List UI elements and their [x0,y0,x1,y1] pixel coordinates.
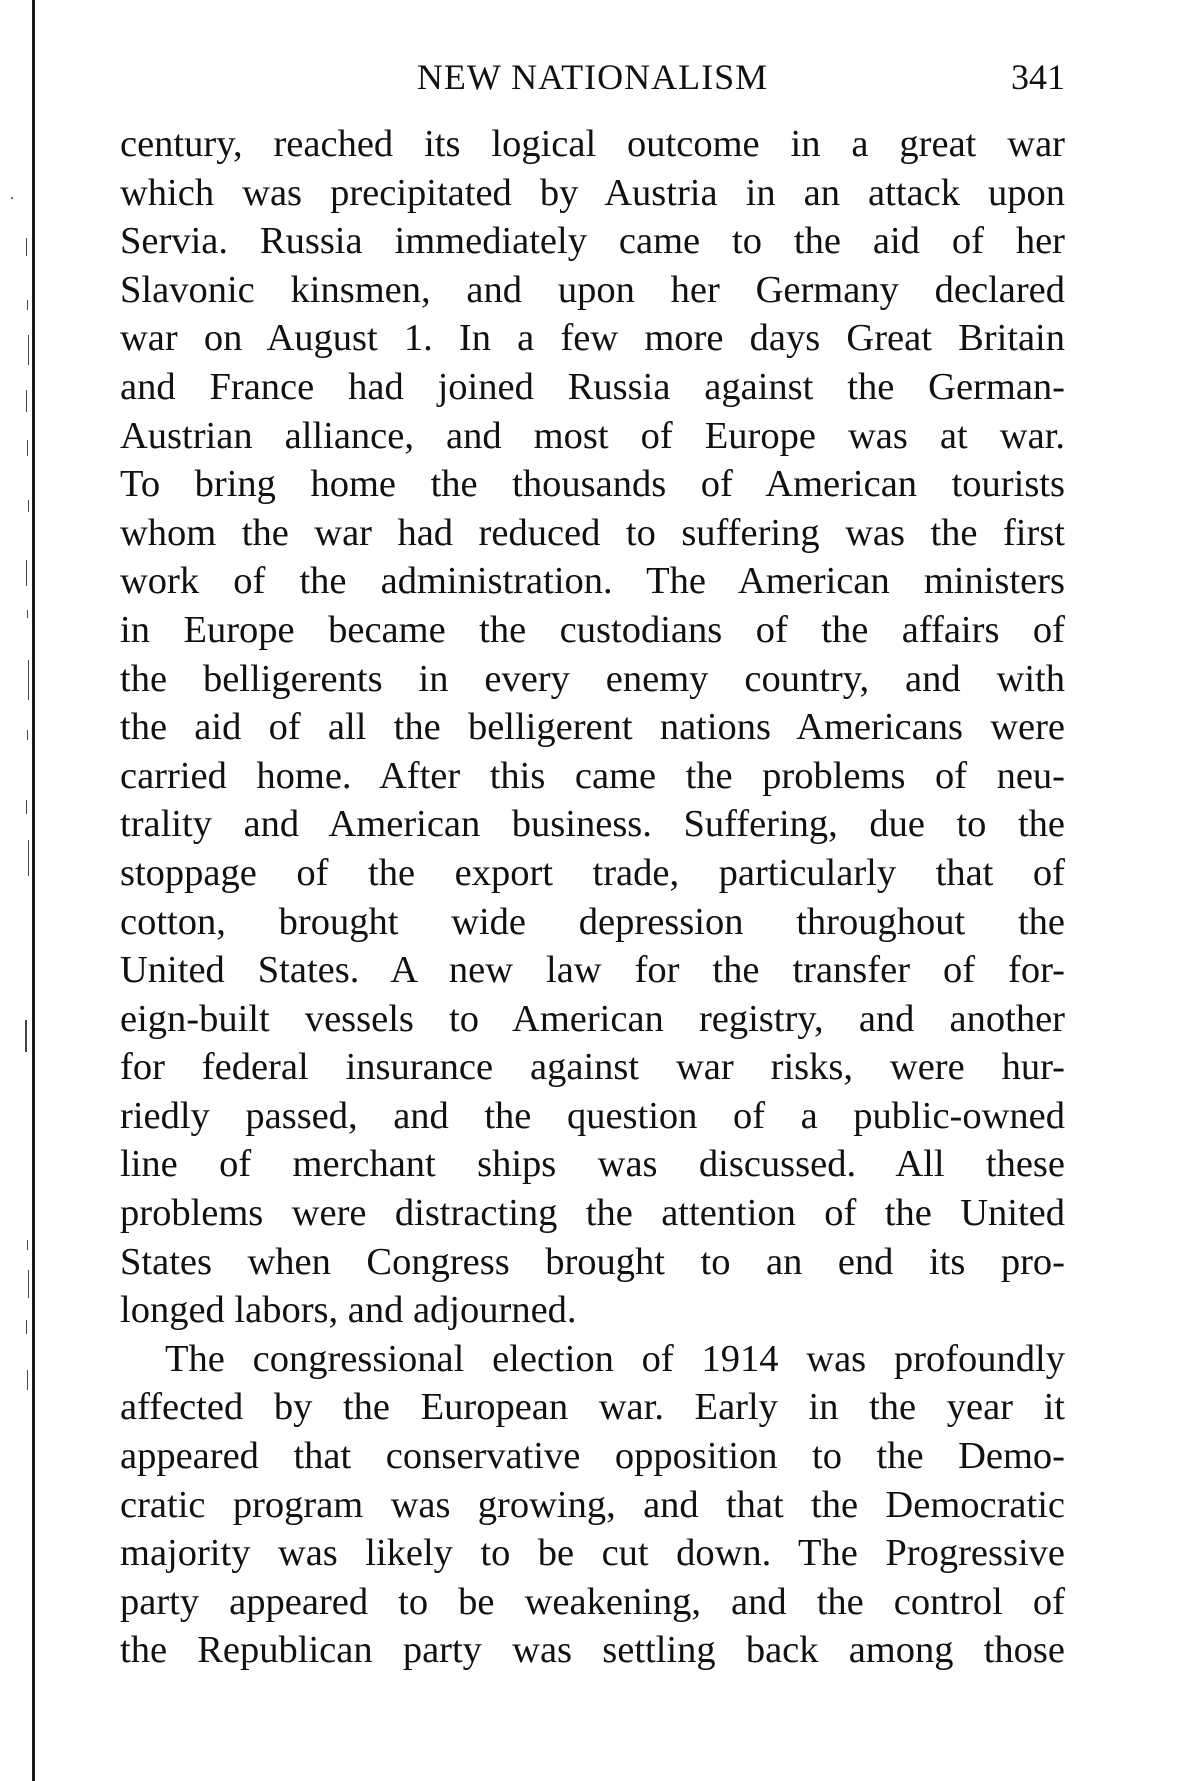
text-line: cotton, brought wide depression throughout the [120,900,1065,943]
text-line: the belligerents in every enemy country, and with [120,657,1065,700]
text-line: majority was likely to be cut down. The Progressive [120,1532,1065,1575]
text-line: for federal insurance against war risks, were hur- [120,1046,1065,1089]
scan-specks [4,0,34,1781]
text-line: problems were distracting the attention of the United [120,1192,1065,1235]
text-line: stoppage of the export trade, particularly that of [120,851,1065,894]
text-line: Servia. Russia immediately came to the aid of her [120,220,1065,263]
paragraph [120,120,1065,1335]
text-line: carried home. After this came the problems of neu- [120,754,1065,797]
text-line: whom the war had reduced to suffering was the first [120,511,1065,554]
text-line: longed labors, and adjourned. [120,1289,577,1332]
text-line: and France had joined Russia against the German- [120,365,1065,408]
text-line: work of the administration. The American ministers [120,560,1065,603]
text-line: line of merchant ships was discussed. All these [120,1143,1065,1186]
text-line: war on August 1. In a few more days Great Britain [120,317,1065,360]
text-line: which was precipitated by Austria in an attack upon [120,171,1065,214]
text-line: United States. A new law for the transfer of for- [120,949,1065,992]
page-header [120,52,1065,102]
text-line: in Europe became the custodians of the affairs of [120,608,1065,651]
text-line: party appeared to be weakening, and the control of [120,1580,1065,1623]
text-line: the aid of all the belligerent nations Americans were [120,706,1065,749]
text-line: eign-built vessels to American registry, and another [120,997,1065,1040]
text-line: riedly passed, and the question of a public-owned [120,1094,1065,1137]
text-line: affected by the European war. Early in the year it [120,1386,1065,1429]
text-line: To bring home the thousands of American tourists [120,463,1065,506]
text-line: the Republican party was settling back among those [120,1629,1065,1672]
paragraph [120,1335,1065,1675]
text-line: Slavonic kinsmen, and upon her Germany declared [120,268,1065,311]
text-line: cratic program was growing, and that the Democratic [120,1483,1065,1526]
text-line: trality and American business. Suffering, due to the [120,803,1065,846]
text-line: States when Congress brought to an end its pro- [120,1240,1065,1283]
text-line: century, reached its logical outcome in a great war [120,123,1065,165]
text-line: appeared that conservative opposition to the Demo- [120,1435,1065,1478]
body-text [120,120,1065,1675]
running-head: NEW NATIONALISM [416,57,769,97]
text-line: The congressional election of 1914 was profoundly [165,1337,1065,1380]
text-line: Austrian alliance, and most of Europe was at war. [120,414,1065,457]
page-number: 341 [1011,57,1065,97]
